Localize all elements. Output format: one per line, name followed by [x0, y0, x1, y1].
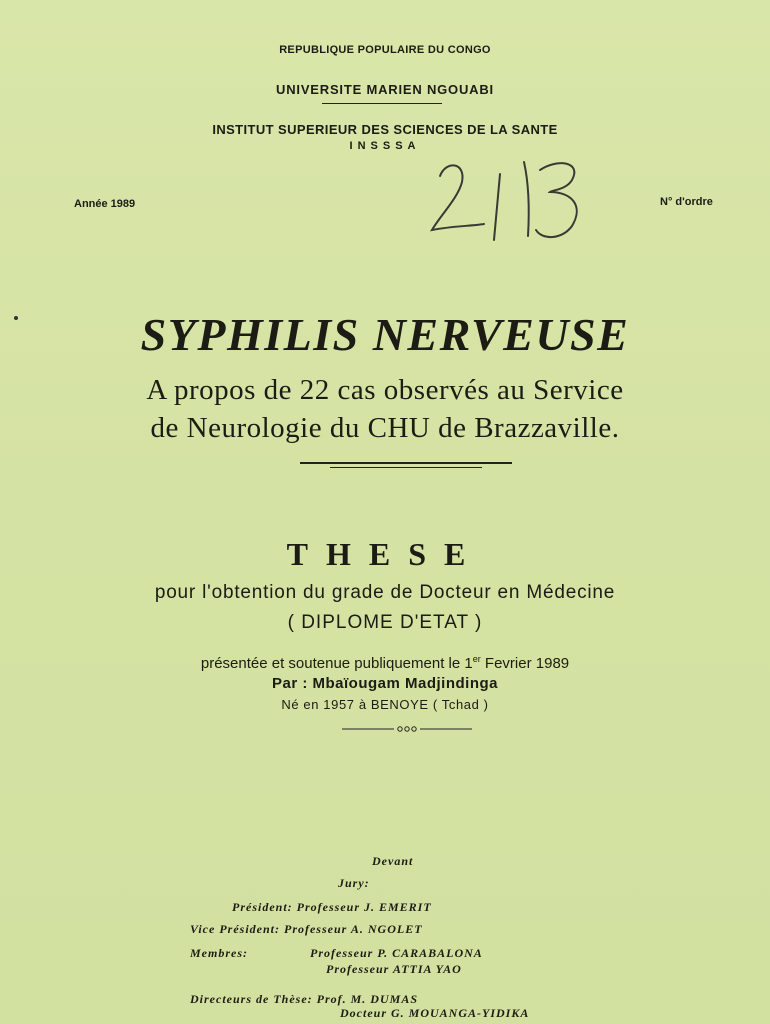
universite-underline	[322, 103, 442, 104]
jury-membres-label: Membres:	[190, 946, 248, 960]
diplome-etat-line: ( DIPLOME D'ETAT )	[287, 612, 483, 633]
universite-heading: UNIVERSITE MARIEN NGOUABI	[276, 82, 494, 97]
institut-heading: INSTITUT SUPERIEUR DES SCIENCES DE LA SANTE	[212, 122, 558, 137]
jury-membre-1: Professeur P. CARABALONA	[310, 946, 483, 960]
presentation-date-ordinal: er	[472, 654, 481, 664]
thesis-subtitle-line2: de Neurologie du CHU de Brazzaville.	[150, 412, 620, 444]
thesis-subtitle-line1: A propos de 22 cas observés au Service	[146, 374, 624, 406]
numero-ordre-label: N° d'ordre	[660, 196, 713, 208]
annee-label: Année 1989	[74, 198, 136, 210]
jury-directeurs-line1: Directeurs de Thèse: Prof. M. DUMAS	[190, 992, 418, 1006]
institut-abbreviation: INSSSA	[349, 140, 421, 152]
republique-heading: REPUBLIQUE POPULAIRE DU CONGO	[279, 44, 491, 56]
author-line: Par : Mbaïougam Madjindinga	[271, 675, 498, 692]
jury-president: Président: Professeur J. EMERIT	[232, 900, 432, 914]
presentation-date-text: présentée et soutenue publiquement le 1	[200, 655, 473, 672]
jury-label: Jury:	[338, 876, 370, 890]
these-heading: THESE	[286, 536, 484, 572]
pour-obtention-line: pour l'obtention du grade de Docteur en Médecine	[154, 582, 616, 603]
jury-devant: Devant	[372, 854, 414, 868]
presentation-date-line	[0, 654, 770, 672]
jury-vice-president: Vice Président: Professeur A. NGOLET	[190, 922, 423, 936]
handwritten-number-2103	[412, 140, 612, 250]
title-divider-thin	[330, 467, 482, 468]
jury-directeurs-line2: Docteur G. MOUANGA-YIDIKA	[340, 1006, 530, 1020]
jury-membre-2: Professeur ATTIA YAO	[326, 962, 462, 976]
presentation-date-month-year: Fevrier 1989	[480, 655, 570, 672]
title-divider-thick	[300, 462, 512, 464]
birth-line: Né en 1957 à BENOYE ( Tchad )	[281, 697, 489, 712]
ornament-divider	[342, 724, 472, 734]
thesis-title: SYPHILIS NERVEUSE	[140, 309, 630, 360]
